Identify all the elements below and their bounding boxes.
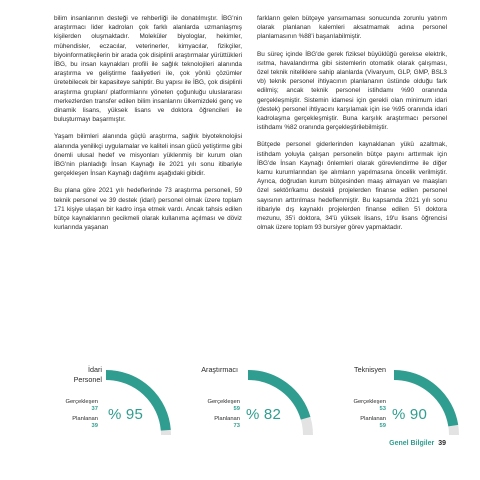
paragraph: Bu süreç içinde İBG'de gerek fiziksel büyüklüğü gerekse elektrik, ısıtma, havalandırma gibi sistemlerin otomatik olarak çalışması, özel teknik niteliklere sahip alanlarda (Vivaryum, GLP, GMP, BSL3 vb) teknik personel ihtiyacının planlananın üstünde olduğu fark edilmiş; ancak teknik personel istihdamı %90 oranında gerçekleşmiştir. Sistemin idamesi için gerekli olan minimum idari (destek) personel ihtiyacını karşılamak için ise %95 oranında idari kadrolaşma gerçekleşmiştir. Buna karşılık araştırmacı personel istihdamı %82 oranında gerçekleştirilebilmiştir. <box>257 50 447 132</box>
paragraph: Bütçede personel giderlerinden kaynaklanan yükü azaltmak, istihdam yoluyla çalışan personelin bütçe payını arttırmak için İBG'de İnsan Kaynağı önlemleri olarak görevlendirme ile diğer kamu kurumlarından işe alımların yapılmasına öncelik verilmiştir. Ayrıca, doğrudan kurum bütçesinden maaş almayan ve maaşları özel sektör/kamu destekli projelerden finanse edilen personel sayısının arttırılması hedeflenmiştir. Bu kapsamda 2021 yılı sonu itibariyle dış kaynaklı projelerden finanse edilen 5'i doktora mezunu, 35'i doktora, 34'ü yüksek lisans, 19'u lisans öğrencisi olmak üzere toplam 93 bursiyer görev yapmaktadır. <box>257 141 447 232</box>
gauge-title-line2: Personel <box>73 375 102 384</box>
realized-label: Gerçekleşen <box>353 399 386 405</box>
paragraph: bilim insanlarının desteği ve rehberliği ile donatılmıştır. İBG'nin araştırmacı lider kadroları çok farklı alanlarda uzmanlaşmış kişilerden oluşmaktadır. Moleküler biyologlar, hekimler, mühendisler, eczacılar, veterinerler, kimyacılar, fizikçiler, biyoinformatikçilerin bir arada çok disiplinli araştırmalar yürüttükleri İBG, bu insan kaynakları profili ile sağlık teknolojileri alanında araştırma ve geliştirme faaliyetleri ile, çok yönlü çözümler üretebilecek bir kapasiteye sahiptir. Bu yapısı ile İBG, çok disiplinli araştırma grupları/ platformlarını yöneten çoğunluğu uluslararası merkezlerden transfer edilen bilim insanlarını ülkemizdeki genç ve dinamik lisans, yüksek lisans ve doktora öğrencileri ile buluşturmayı başarmıştır. <box>54 15 242 124</box>
planned-label: Planlanan <box>214 416 240 422</box>
gauge-planned <box>188 416 240 430</box>
section-name: Genel Bilgiler <box>389 440 435 447</box>
paragraph: Bu plana göre 2021 yılı hedeflerinde 73 araştırma personeli, 59 teknik personel ve 39 destek (idari) personel olmak üzere toplam 171 kişiye ulaşan bir kadro inşa etmek vardı. Ancak tahsis edilen bütçe kaynaklarının gecikmeli olarak kullanıma açılması ve döviz kurlarında yaşanan <box>54 187 242 232</box>
gauge-percent: % 82 <box>246 406 281 423</box>
paragraph: farkların gelen bütçeye yansımaması sonucunda zorunlu yatırım olarak planlanan kalemleri aksatmamak adına personel planlamasının %88'i başarılabilmiştir. <box>257 15 447 41</box>
gauge-percent: % 90 <box>392 406 427 423</box>
planned-label: Planlanan <box>360 416 386 422</box>
realized-label: Gerçekleşen <box>207 399 240 405</box>
page-number: 39 <box>438 440 446 447</box>
gauge-title-line1: İdari <box>88 365 102 374</box>
realized-value: 59 <box>233 406 240 412</box>
gauge-teknisyen <box>334 365 480 445</box>
realized-value: 37 <box>91 406 98 412</box>
planned-label: Planlanan <box>72 416 98 422</box>
paragraph: Yaşam bilimleri alanında güçlü araştırma, sağlık biyoteknolojisi alanında yenilikçi uygulamalar ve kaliteli insan gücü yetiştirme gibi önemli ulusal hedef ve misyonları yüklenmiş bir kurum olan İBG'nin planladığı İnsan Kaynağı ile 2021 yılı sonu itibariyle gerçekleşen İnsan Kaynağı dağılımı aşağıdaki gibidir. <box>54 133 242 178</box>
planned-value: 39 <box>91 423 98 429</box>
gauge-planned <box>334 416 386 430</box>
gauge-idari-personel <box>46 365 196 445</box>
text-column-right <box>257 14 447 240</box>
planned-value: 73 <box>233 423 240 429</box>
planned-value: 59 <box>379 423 386 429</box>
gauge-percent: % 95 <box>108 406 143 423</box>
text-column-left <box>54 14 242 240</box>
realized-value: 53 <box>379 406 386 412</box>
gauge-title-line1: Teknisyen <box>354 365 386 374</box>
gauge-arastirmaci <box>188 365 338 445</box>
gauge-realized <box>46 399 98 413</box>
gauge-realized <box>188 399 240 413</box>
page-footer <box>389 440 446 447</box>
realized-label: Gerçekleşen <box>65 399 98 405</box>
gauge-realized <box>334 399 386 413</box>
gauge-planned <box>46 416 98 430</box>
gauge-title-line1: Araştırmacı <box>201 365 238 374</box>
